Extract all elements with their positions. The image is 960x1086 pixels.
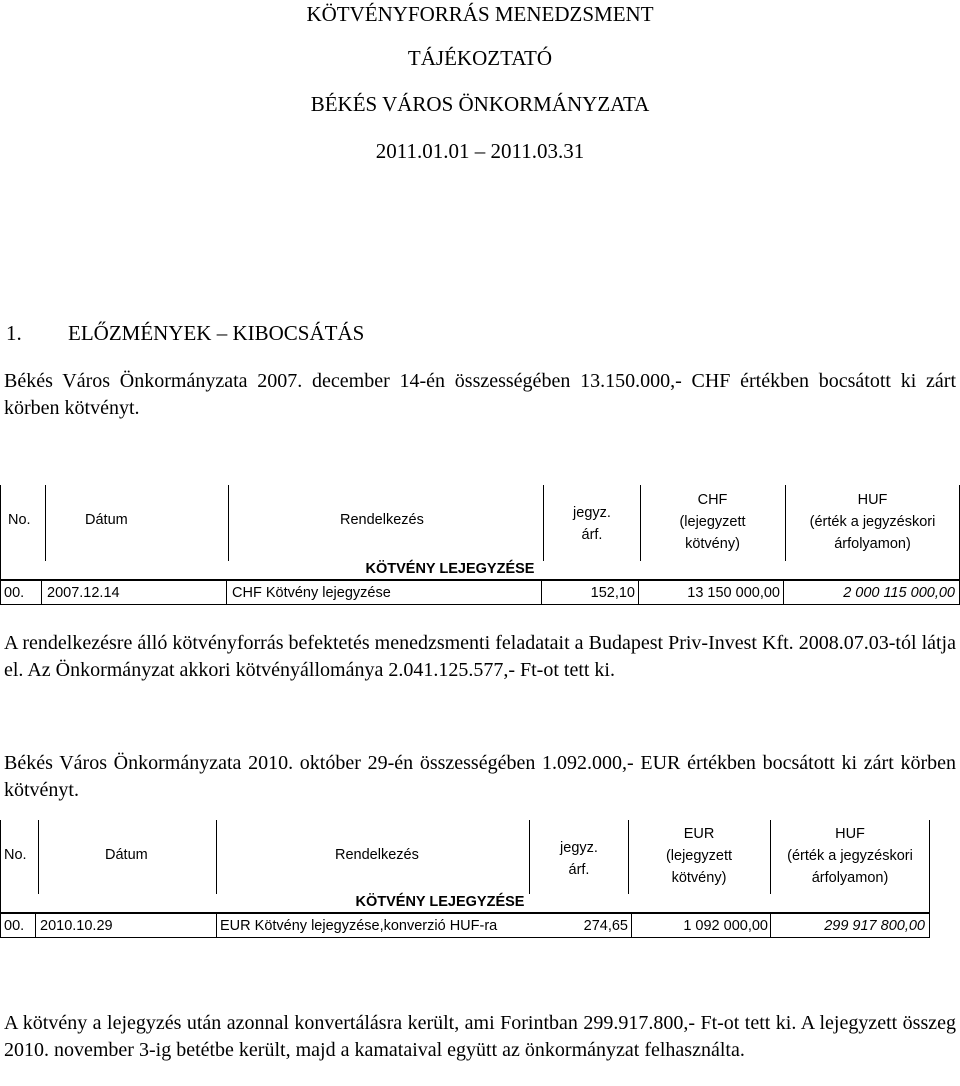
col-header-rate-line1: jegyz.: [573, 505, 611, 521]
col-header-currency-line2: (lejegyzett: [679, 514, 746, 530]
section-row-title: KÖTVÉNY LEJEGYZÉSE: [365, 561, 535, 577]
section-title: ELŐZMÉNYEK – KIBOCSÁTÁS: [68, 321, 365, 345]
col-header-currency: [629, 823, 769, 889]
cell-huf: 299 917 800,00: [824, 918, 925, 934]
cell-rate: 152,10: [590, 585, 635, 601]
intro-paragraph: Békés Város Önkormányzata 2007. december 14-én összességében 13.150.000,- CHF értékben bocsátott ki zárt körben kötvényt.: [4, 370, 956, 419]
col-header-currency: [641, 489, 784, 555]
bond-table-eur: [0, 820, 930, 938]
col-header-currency-line3: kötvény): [671, 870, 727, 886]
col-header-rate-line1: jegyz.: [560, 840, 598, 856]
cell-amount: 13 150 000,00: [687, 585, 780, 601]
col-header-huf-line1: HUF: [857, 492, 888, 508]
col-header-huf-line1: HUF: [835, 826, 865, 842]
cell-action: EUR Kötvény lejegyzése,konverzió HUF-ra: [220, 918, 498, 934]
col-header-date: Dátum: [105, 847, 148, 863]
bond-table-chf: [0, 485, 960, 605]
col-header-currency-line3: kötvény): [685, 536, 740, 552]
header-subtitle: TÁJÉKOZTATÓ: [407, 46, 553, 70]
col-header-rate-line2: árf.: [581, 527, 603, 543]
section-number: 1.: [6, 321, 22, 345]
cell-no: 00.: [4, 585, 25, 601]
col-header-action: Rendelkezés: [335, 847, 419, 863]
section-row-title: KÖTVÉNY LEJEGYZÉSE: [355, 894, 525, 910]
cell-date: 2010.10.29: [40, 918, 113, 934]
cell-huf: 2 000 115 000,00: [843, 585, 955, 601]
col-header-huf-line2: (érték a jegyzéskori: [787, 848, 913, 864]
col-header-huf: [771, 823, 929, 889]
cell-amount: 1 092 000,00: [683, 918, 768, 934]
col-header-rate-line2: árf.: [568, 862, 590, 878]
col-header-huf-line3: árfolyamon): [834, 536, 911, 552]
cell-no: 00.: [4, 918, 25, 934]
col-header-currency-line1: EUR: [683, 826, 715, 842]
cell-rate: 274,65: [583, 918, 628, 934]
col-header-rate: [545, 502, 639, 546]
col-header-rate: [531, 837, 627, 881]
col-header-huf-line3: árfolyamon): [811, 870, 889, 886]
col-header-no: No.: [4, 847, 27, 863]
cell-date: 2007.12.14: [47, 585, 120, 601]
header-organization: BÉKÉS VÁROS ÖNKORMÁNYZATA: [310, 92, 650, 116]
col-header-action: Rendelkezés: [340, 512, 424, 528]
col-header-currency-line2: (lejegyzett: [665, 848, 733, 864]
paragraph-eur-issue: Békés Város Önkormányzata 2010. október 29-én összességében 1.092.000,- EUR értékben bocsátott ki zárt körben kötvényt.: [4, 752, 956, 801]
cell-action: CHF Kötvény lejegyzése: [232, 585, 391, 601]
paragraph-conversion: A kötvény a lejegyzés után azonnal konvertálásra került, ami Forintban 299.917.800,- Ft-ot tett ki. A lejegyzett összeg 2010. november 3-ig betétbe került, majd a kamataival együtt az önkormányzat felhasználta.: [4, 1012, 956, 1061]
col-header-huf: [786, 489, 959, 555]
col-header-currency-line1: CHF: [697, 492, 728, 508]
col-header-no: No.: [8, 512, 31, 528]
header-period: 2011.01.01 – 2011.03.31: [375, 139, 585, 163]
col-header-date: Dátum: [85, 512, 128, 528]
col-header-huf-line2: (érték a jegyzéskori: [809, 514, 936, 530]
header-title: KÖTVÉNYFORRÁS MENEDZSMENT: [306, 2, 654, 26]
paragraph-management: A rendelkezésre álló kötvényforrás befektetés menedzsmenti feladatait a Budapest Priv-Invest Kft. 2008.07.03-tól látja el. Az Önkormányzat akkori kötvényállománya 2.041.125.577,- Ft-ot tett ki.: [4, 632, 956, 681]
